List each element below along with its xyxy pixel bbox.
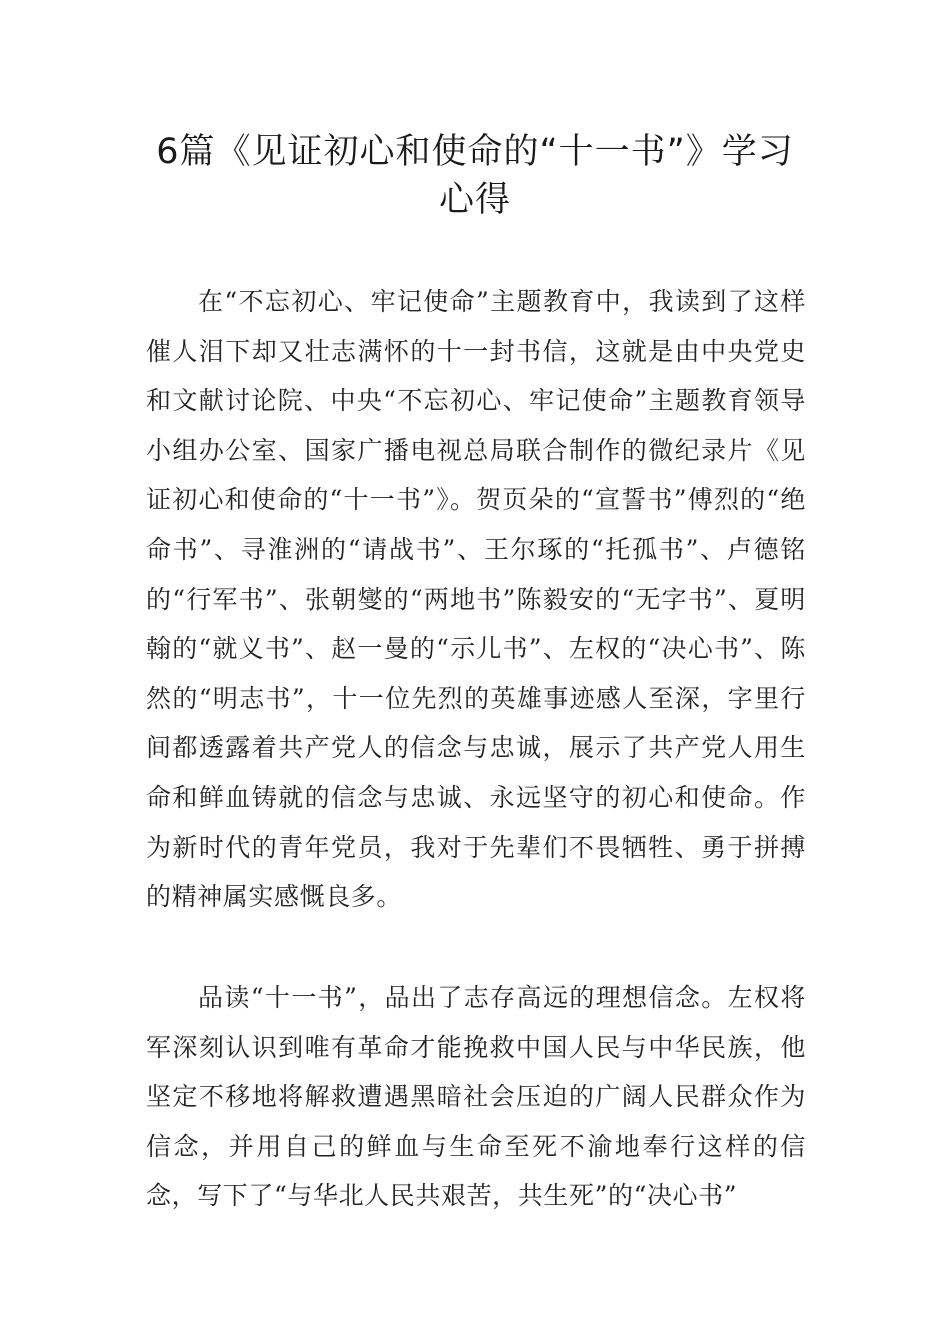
body-paragraph: 品读“十一书”，品出了志存高远的理想信念。左权将军深刻认识到唯有革命才能挽救中国人民与中华民族，他坚定不移地将解救遭遇黑暗社会压迫的广阔人民群众作为信念，并用自己的鲜血与生命至死不渝地奉行这样的信念，写下了“与华北人民共艰苦，共生死”的“决心书”: [146, 983, 806, 1211]
body-paragraph: 在“不忘初心、牢记使命”主题教育中，我读到了这样催人泪下却又壮志满怀的十一封书信，这就是由中央党史和文献讨论院、中央“不忘初心、牢记使命”主题教育领导小组办公室、国家广播电视总局联合制作的微纪录片《见证初心和使命的“十一书”》。贺页朵的“宣誓书”傅烈的“绝命书”、寻淮洲的“请战书”、王尔琢的“托孤书”、卢德铭的“行军书”、张朝燮的“两地书”陈毅安的“无字书”、夏明翰的“就义书”、赵一曼的“示儿书”、左权的“决心书”、陈然的“明志书”，十一位先烈的英雄事迹感人至深，字里行间都透露着共产党人的信念与忠诚，展示了共产党人用生命和鲜血铸就的信念与忠诚、永远坚守的初心和使命。作为新时代的青年党员，我对于先辈们不畏牺牲、勇于拼搏的精神属实感慨良多。: [146, 287, 806, 912]
document-title: 6篇《见证初心和使命的“十一书”》学习心得: [156, 132, 794, 220]
